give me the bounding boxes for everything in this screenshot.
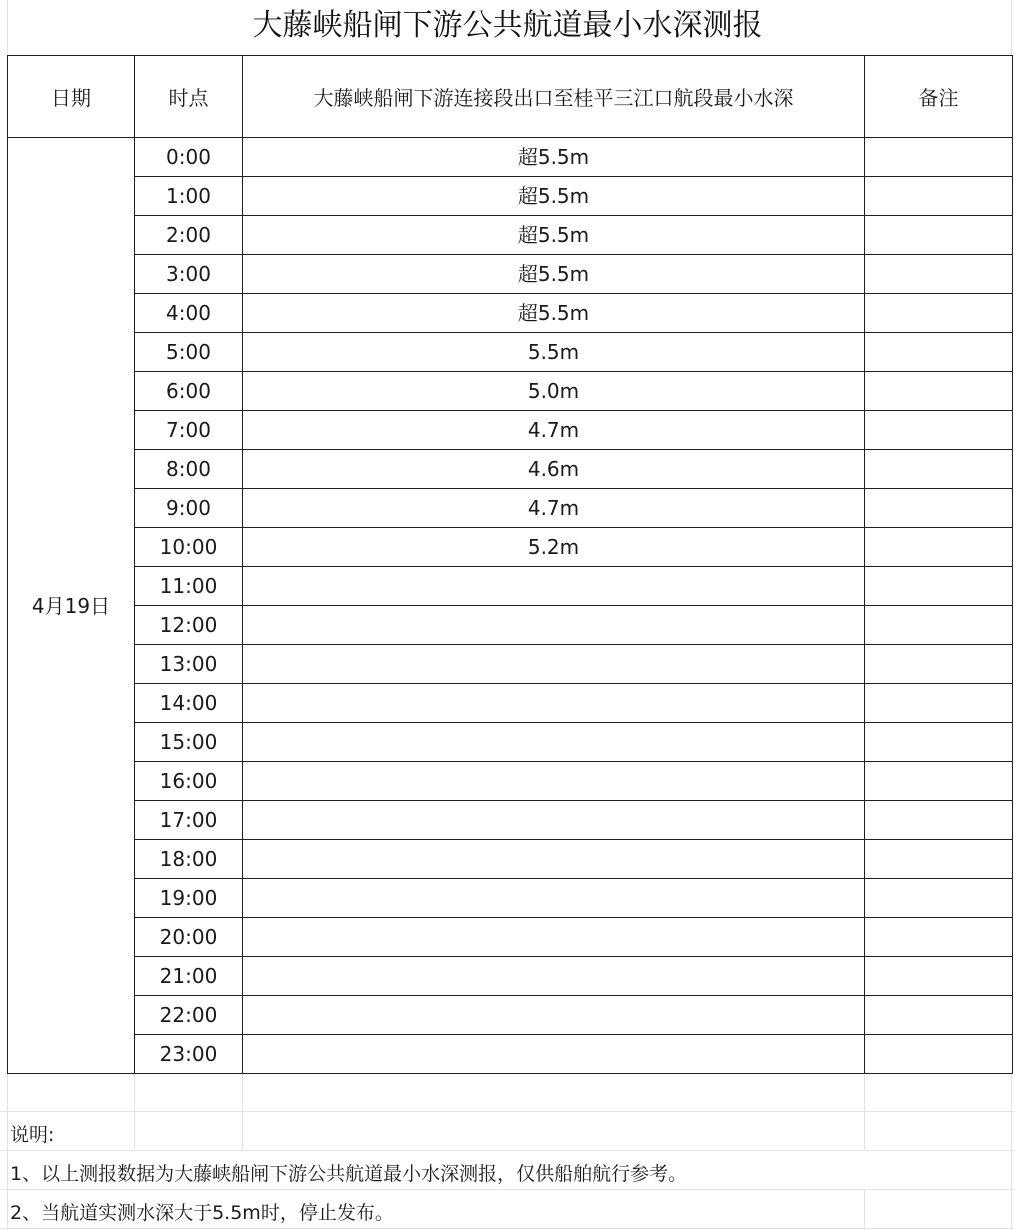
table-row [8, 528, 1013, 567]
time-cell: 7:00 [135, 411, 243, 450]
time-cell: 12:00 [135, 606, 243, 645]
depth-cell [243, 840, 865, 879]
remark-cell [865, 918, 1013, 957]
remark-cell [865, 450, 1013, 489]
table-row [8, 411, 1013, 450]
table-row [8, 879, 1013, 918]
table-row [8, 138, 1013, 177]
depth-cell: 5.2m [243, 528, 865, 567]
remark-cell [865, 840, 1013, 879]
depth-cell: 超5.5m [243, 177, 865, 216]
time-cell: 3:00 [135, 255, 243, 294]
depth-cell [243, 762, 865, 801]
time-cell: 22:00 [135, 996, 243, 1035]
time-cell: 17:00 [135, 801, 243, 840]
time-cell: 13:00 [135, 645, 243, 684]
table-row [8, 1035, 1013, 1074]
header-depth: 大藤峡船闸下游连接段出口至桂平三江口航段最小水深 [243, 56, 865, 138]
remark-cell [865, 528, 1013, 567]
time-cell: 6:00 [135, 372, 243, 411]
table-row [8, 372, 1013, 411]
depth-cell: 超5.5m [243, 138, 865, 177]
time-cell: 20:00 [135, 918, 243, 957]
header-time: 时点 [135, 56, 243, 138]
table-row [8, 255, 1013, 294]
time-cell: 19:00 [135, 879, 243, 918]
depth-cell [243, 684, 865, 723]
depth-cell [243, 918, 865, 957]
depth-cell: 超5.5m [243, 294, 865, 333]
remark-cell [865, 996, 1013, 1035]
time-cell: 9:00 [135, 489, 243, 528]
remark-cell [865, 606, 1013, 645]
time-cell: 4:00 [135, 294, 243, 333]
depth-cell: 5.5m [243, 333, 865, 372]
depth-cell [243, 567, 865, 606]
time-cell: 2:00 [135, 216, 243, 255]
remark-cell [865, 723, 1013, 762]
remark-cell [865, 957, 1013, 996]
time-cell: 11:00 [135, 567, 243, 606]
remark-cell [865, 255, 1013, 294]
depth-cell [243, 606, 865, 645]
remark-cell [865, 372, 1013, 411]
remark-cell [865, 489, 1013, 528]
time-cell: 8:00 [135, 450, 243, 489]
note-line-2: 2、当航道实测水深大于5.5m时，停止发布。 [10, 1202, 394, 1224]
time-cell: 1:00 [135, 177, 243, 216]
depth-cell: 超5.5m [243, 216, 865, 255]
time-cell: 15:00 [135, 723, 243, 762]
depth-cell [243, 1035, 865, 1074]
remark-cell [865, 216, 1013, 255]
table-row [8, 918, 1013, 957]
depth-cell [243, 801, 865, 840]
table-row [8, 450, 1013, 489]
remark-cell [865, 138, 1013, 177]
page-title: 大藤峡船闸下游公共航道最小水深测报 [252, 8, 763, 43]
depth-cell: 4.6m [243, 450, 865, 489]
depth-cell: 4.7m [243, 411, 865, 450]
table-row [8, 684, 1013, 723]
table-header-row [8, 56, 1013, 138]
header-remark: 备注 [865, 56, 1013, 138]
table-row [8, 645, 1013, 684]
table-row [8, 957, 1013, 996]
time-cell: 5:00 [135, 333, 243, 372]
table-row [8, 177, 1013, 216]
table-row [8, 723, 1013, 762]
remark-cell [865, 645, 1013, 684]
depth-cell [243, 879, 865, 918]
table-row [8, 801, 1013, 840]
header-date: 日期 [8, 56, 135, 138]
remark-cell [865, 567, 1013, 606]
table-row [8, 606, 1013, 645]
remark-cell [865, 762, 1013, 801]
depth-cell: 5.0m [243, 372, 865, 411]
time-cell: 23:00 [135, 1035, 243, 1074]
time-cell: 18:00 [135, 840, 243, 879]
date-cell: 4月19日 [8, 138, 135, 1074]
depth-cell [243, 645, 865, 684]
remark-cell [865, 294, 1013, 333]
depth-cell: 4.7m [243, 489, 865, 528]
table-row [8, 294, 1013, 333]
depth-report-table [7, 55, 1013, 1074]
table-row [8, 840, 1013, 879]
depth-cell [243, 723, 865, 762]
table-row [8, 996, 1013, 1035]
note-line-1: 1、以上测报数据为大藤峡船闸下游公共航道最小水深测报，仅供船舶航行参考。 [10, 1163, 688, 1185]
notes-heading: 说明: [10, 1124, 55, 1146]
depth-cell: 超5.5m [243, 255, 865, 294]
time-cell: 21:00 [135, 957, 243, 996]
remark-cell [865, 801, 1013, 840]
time-cell: 16:00 [135, 762, 243, 801]
remark-cell [865, 411, 1013, 450]
remark-cell [865, 333, 1013, 372]
remark-cell [865, 684, 1013, 723]
depth-cell [243, 996, 865, 1035]
table-row [8, 216, 1013, 255]
time-cell: 0:00 [135, 138, 243, 177]
remark-cell [865, 1035, 1013, 1074]
remark-cell [865, 177, 1013, 216]
remark-cell [865, 879, 1013, 918]
time-cell: 14:00 [135, 684, 243, 723]
depth-cell [243, 957, 865, 996]
table-row [8, 762, 1013, 801]
table-row [8, 489, 1013, 528]
time-cell: 10:00 [135, 528, 243, 567]
table-row [8, 333, 1013, 372]
table-row [8, 567, 1013, 606]
